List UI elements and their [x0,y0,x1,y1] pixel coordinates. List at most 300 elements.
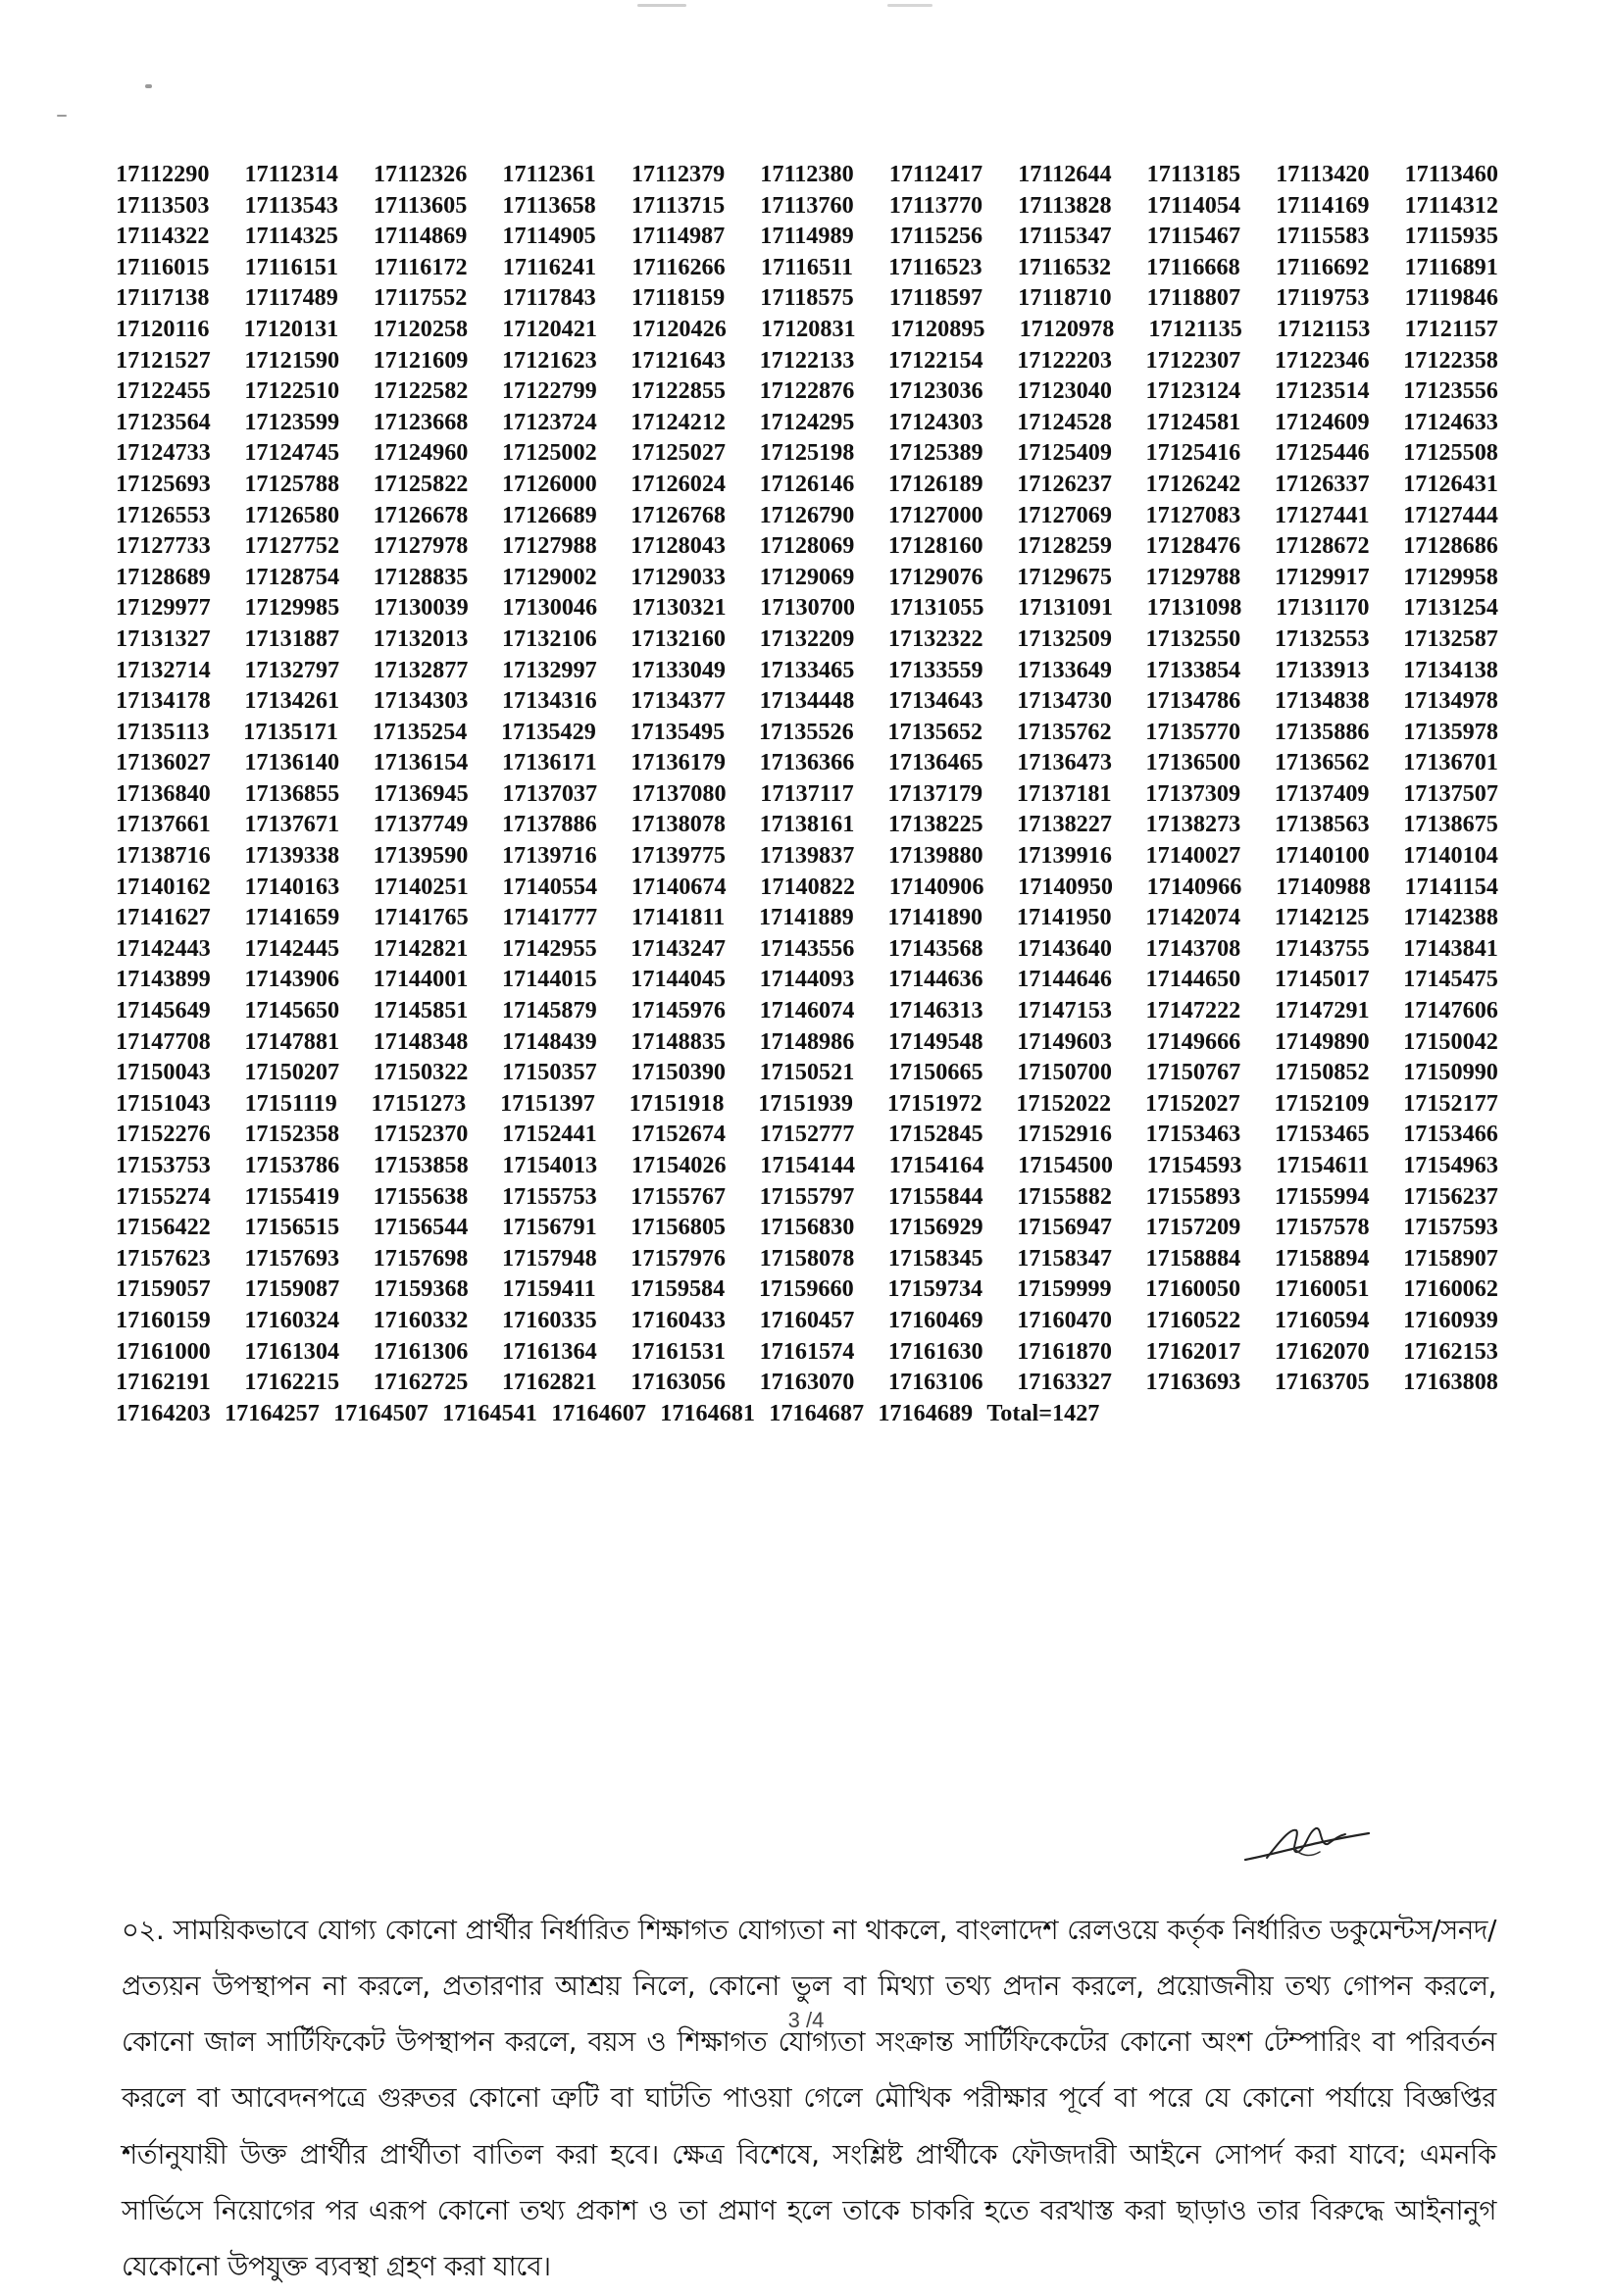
roll-number-row [116,778,1498,810]
roll-number: 17155882 [1017,1182,1112,1210]
roll-number: 17136473 [1017,749,1112,776]
roll-number: 17157593 [1403,1214,1498,1241]
roll-number-row [116,1305,1498,1336]
roll-number: 17156830 [759,1214,855,1241]
roll-number: 17160470 [1017,1306,1112,1333]
roll-number: 17157693 [244,1244,340,1272]
roll-number: 17137117 [760,779,854,807]
roll-number: 17113185 [1146,161,1241,187]
roll-number-row [116,1057,1498,1088]
roll-number: 17152441 [501,1121,597,1148]
scan-mark [145,84,152,88]
roll-number: 17144093 [759,966,855,993]
roll-number-row [116,933,1498,965]
roll-number: 17122203 [1017,346,1112,374]
roll-number: 17152109 [1274,1089,1370,1117]
roll-number: 17138225 [887,811,983,838]
roll-number: 17114905 [502,223,596,250]
roll-number: 17140988 [1276,873,1371,900]
roll-number: 17151397 [500,1089,595,1117]
roll-number: 17145475 [1403,966,1498,993]
roll-number: 17128160 [887,532,983,560]
roll-number: 17126768 [630,501,726,528]
roll-number: 17148348 [373,1027,469,1055]
roll-number: 17127752 [244,532,340,560]
roll-number-row [116,902,1498,933]
roll-number: 17120421 [502,315,597,342]
roll-number-row [116,1150,1498,1181]
roll-number: 17126553 [116,501,211,528]
roll-number: 17126237 [1017,470,1112,497]
roll-number: 17113543 [244,191,338,219]
roll-number: 17132997 [501,656,597,683]
roll-number: 17120258 [373,315,469,342]
roll-number: 17150700 [1017,1059,1112,1086]
roll-number: 17144646 [1017,966,1112,993]
roll-number: 17159368 [373,1275,469,1303]
roll-number: 17113503 [116,191,210,219]
roll-number: 17137661 [116,811,211,838]
roll-number: 17162070 [1274,1337,1370,1365]
roll-number: 17118575 [760,284,854,312]
roll-number: 17164607 [551,1399,646,1426]
roll-number: 17152027 [1144,1089,1240,1117]
roll-number: 17141950 [1016,904,1112,931]
roll-number: 17134377 [630,687,726,715]
roll-number: 17140822 [760,873,856,900]
roll-number: 17129977 [116,594,211,622]
roll-number: 17115467 [1146,223,1241,250]
roll-number: 17124581 [1145,408,1241,435]
roll-number: 17123040 [1017,377,1112,405]
roll-number: 17151273 [371,1089,467,1117]
roll-number: 17128689 [116,563,211,590]
roll-number: 17162153 [1403,1337,1498,1365]
roll-number: 17148439 [501,1027,597,1055]
roll-number: 17139880 [887,842,983,870]
roll-number-row [116,252,1498,283]
roll-number: 17124960 [373,439,469,467]
roll-number: 17140674 [630,873,727,900]
roll-number: 17122455 [116,377,211,405]
roll-number: 17154500 [1018,1152,1113,1178]
roll-number-row [116,282,1498,314]
roll-number: 17122358 [1403,346,1498,374]
roll-number-row [116,500,1498,531]
roll-number: 17129985 [244,594,340,622]
roll-number: 17116241 [502,253,597,280]
roll-number-row [116,221,1498,252]
roll-number: 17118597 [888,284,983,312]
roll-number: 17133649 [1017,656,1112,683]
roll-number: 17159584 [630,1275,726,1303]
roll-number: 17125508 [1403,439,1498,467]
roll-number: 17157948 [501,1244,597,1272]
roll-number: 17128686 [1403,532,1498,560]
roll-number: 17127083 [1145,501,1241,528]
roll-number: 17116151 [244,253,338,280]
roll-number: 17143755 [1274,934,1370,962]
roll-number: 17134786 [1145,687,1241,715]
roll-number: 17113770 [888,191,983,219]
roll-number: 17115935 [1404,223,1498,250]
roll-number: 17134730 [1017,687,1112,715]
roll-number: 17114322 [116,223,210,250]
roll-number: 17121135 [1148,315,1242,342]
roll-number: 17143640 [1017,934,1112,962]
roll-number-row [116,437,1498,469]
roll-number: 17161870 [1017,1337,1112,1365]
roll-number: 17136027 [116,749,211,776]
roll-number: 17156791 [501,1214,597,1241]
roll-number: 17140966 [1146,873,1242,900]
roll-number: 17112380 [760,161,854,187]
roll-number: 17119846 [1404,284,1498,312]
roll-number: 17138078 [630,811,726,838]
roll-number: 17137671 [244,811,340,838]
roll-number-row [116,159,1498,190]
roll-number: 17156422 [116,1214,211,1241]
roll-number: 17138563 [1274,811,1370,838]
roll-number: 17132106 [501,624,597,652]
roll-number: 17120426 [631,315,727,342]
roll-number: 17138675 [1403,811,1498,838]
roll-number: 17125822 [373,470,469,497]
roll-number: 17128043 [630,532,726,560]
roll-number-row [116,469,1498,500]
roll-number: 17154164 [888,1152,984,1178]
roll-number: 17150767 [1145,1059,1241,1086]
roll-number: 17163808 [1403,1369,1498,1396]
roll-number: 17113715 [630,191,726,219]
roll-number: 17133049 [630,656,726,683]
roll-number: 17128754 [244,563,340,590]
roll-number: 17139775 [630,842,726,870]
roll-number: 17150357 [501,1059,597,1086]
roll-number-row [116,685,1498,717]
roll-number: 17134838 [1274,687,1370,715]
roll-number: 17150852 [1274,1059,1370,1086]
scan-mark [887,4,932,7]
roll-number: 17115583 [1276,223,1370,250]
roll-number: 17122510 [244,377,340,405]
roll-number: 17138273 [1145,811,1241,838]
roll-number: 17158907 [1403,1244,1498,1272]
roll-number: 17136562 [1274,749,1370,776]
roll-number: 17115347 [1018,223,1112,250]
roll-number: 17142821 [373,934,469,962]
roll-number: 17125446 [1274,439,1370,467]
roll-number: 17142125 [1274,904,1370,931]
roll-number: 17132509 [1017,624,1112,652]
roll-number: 17115256 [888,223,983,250]
roll-number: 17149666 [1145,1027,1241,1055]
roll-number: 17134448 [759,687,855,715]
roll-number: 17155767 [630,1182,726,1210]
roll-number: 17163056 [630,1369,726,1396]
roll-number-row [116,717,1498,748]
roll-number: 17138716 [116,842,211,870]
roll-number: 17133913 [1274,656,1370,683]
roll-number: 17142388 [1403,904,1498,931]
roll-number: 17154963 [1403,1152,1498,1178]
roll-number-row [116,1398,1498,1429]
roll-number: 17140104 [1403,842,1498,870]
roll-number: 17126431 [1403,470,1498,497]
roll-number: 17154144 [760,1152,856,1178]
roll-number: 17149890 [1274,1027,1370,1055]
roll-number: 17112417 [888,161,983,187]
roll-number-row [116,375,1498,407]
roll-number: 17113605 [373,191,468,219]
roll-number-row [116,655,1498,686]
roll-number: 17156947 [1017,1214,1112,1241]
roll-number: 17154026 [630,1152,727,1178]
roll-number: 17158078 [759,1244,855,1272]
roll-number: 17162821 [501,1369,597,1396]
roll-number-row [116,1273,1498,1305]
roll-number-row [116,1026,1498,1058]
roll-number: 17112314 [244,161,338,187]
roll-number: 17133559 [887,656,983,683]
roll-number: 17131327 [116,624,211,652]
roll-number: 17126189 [887,470,983,497]
roll-number: 17136855 [244,779,340,807]
roll-number: 17123124 [1145,377,1241,405]
roll-number: 17132013 [373,624,469,652]
roll-number: 17158894 [1274,1244,1370,1272]
roll-number: 17164541 [442,1399,537,1426]
roll-number-row [116,624,1498,655]
roll-number-row [116,872,1498,903]
roll-number: 17119753 [1276,284,1370,312]
roll-number: 17136179 [630,749,726,776]
roll-number: 17150207 [244,1059,340,1086]
roll-number: 17140251 [373,873,469,900]
roll-number: 17124745 [244,439,340,467]
roll-number: 17132877 [373,656,469,683]
roll-number: 17137749 [373,811,469,838]
roll-number: 17145879 [501,997,597,1024]
roll-number: 17158347 [1017,1244,1112,1272]
roll-number: 17114869 [373,223,468,250]
roll-number: 17155994 [1274,1182,1370,1210]
roll-number: 17137037 [502,779,598,807]
roll-number: 17127000 [887,501,983,528]
roll-number-row [116,747,1498,778]
roll-number: 17134138 [1403,656,1498,683]
roll-number: 17156929 [887,1214,983,1241]
roll-number: 17139716 [501,842,597,870]
roll-number-row [116,407,1498,438]
roll-number: 17125027 [630,439,726,467]
roll-number: 17113760 [760,191,854,219]
roll-number: 17146074 [759,997,855,1024]
roll-number: 17155753 [501,1182,597,1210]
roll-number: 17137309 [1145,779,1241,807]
roll-number: 17131254 [1403,594,1498,622]
roll-number: 17143708 [1145,934,1241,962]
roll-number-row [116,530,1498,562]
roll-number: 17152674 [630,1121,726,1148]
roll-number: 17129076 [887,563,983,590]
roll-number: 17116532 [1017,253,1112,280]
roll-number: 17135762 [1016,718,1112,745]
roll-number: 17144650 [1145,966,1241,993]
roll-number: 17160324 [244,1306,340,1333]
roll-number: 17127733 [116,532,211,560]
roll-number: 17150322 [373,1059,469,1086]
roll-number: 17120895 [889,315,985,342]
roll-number: 17133465 [759,656,855,683]
roll-number: 17129069 [759,563,855,590]
roll-number: 17132797 [244,656,340,683]
roll-number: 17127069 [1017,501,1112,528]
roll-number: 17137409 [1274,779,1370,807]
roll-number: 17123564 [116,408,211,435]
roll-number: 17156237 [1403,1182,1498,1210]
roll-number-row [116,190,1498,222]
roll-number: 17125416 [1145,439,1241,467]
roll-number: 17135652 [887,718,983,745]
roll-number: 17118710 [1018,284,1112,312]
roll-number: 17161630 [887,1337,983,1365]
roll-number: 17112379 [630,161,726,187]
roll-number: 17127978 [373,532,469,560]
roll-number: 17162215 [244,1369,340,1396]
roll-number: 17151043 [116,1089,211,1117]
roll-number: 17153753 [116,1152,211,1178]
roll-number: 17152177 [1403,1089,1498,1117]
roll-number: 17143568 [887,934,983,962]
roll-number: 17142955 [501,934,597,962]
roll-number: 17122154 [887,346,983,374]
roll-number: 17154013 [502,1152,598,1178]
roll-number: 17151119 [244,1089,337,1117]
roll-number: 17152777 [759,1121,855,1148]
roll-number-row [116,809,1498,840]
roll-number: 17129917 [1274,563,1370,590]
roll-number-row [116,1119,1498,1150]
roll-number: 17159999 [1016,1275,1112,1303]
roll-number: 17137181 [1016,779,1112,807]
roll-number: 17140554 [502,873,598,900]
roll-number: 17142074 [1145,904,1241,931]
roll-number: 17125788 [244,470,340,497]
roll-number: 17135171 [243,718,338,745]
roll-number: 17124609 [1274,408,1370,435]
roll-number-row [116,1243,1498,1274]
roll-number: 17148835 [630,1027,726,1055]
roll-number: 17155844 [887,1182,983,1210]
scan-mark [57,115,67,117]
roll-number: 17141811 [630,904,726,931]
roll-number: 17137886 [501,811,597,838]
roll-number: 17113420 [1276,161,1370,187]
roll-number: 17126000 [501,470,597,497]
roll-number: 17135770 [1145,718,1241,745]
roll-number: 17129033 [630,563,726,590]
roll-number: 17136154 [373,749,469,776]
roll-number: 17127444 [1403,501,1498,528]
roll-number: 17136945 [373,779,469,807]
roll-number: 17127988 [501,532,597,560]
roll-number: 17120131 [243,315,339,342]
roll-number: 17134261 [244,687,340,715]
signature-mark [1237,1819,1375,1873]
roll-number: 17125693 [116,470,211,497]
roll-number: 17151918 [629,1089,725,1117]
roll-number: 17122346 [1274,346,1370,374]
roll-number: 17117552 [373,284,468,312]
roll-number: 17136171 [501,749,597,776]
roll-number: 17138161 [759,811,855,838]
roll-number: 17126242 [1145,470,1241,497]
roll-number: 17130321 [630,594,727,622]
roll-number: 17114054 [1146,191,1241,219]
roll-number: 17160062 [1403,1275,1498,1303]
roll-number: 17139837 [759,842,855,870]
roll-number: 17143247 [630,934,726,962]
roll-number: 17135526 [758,718,854,745]
roll-number: 17141659 [244,904,340,931]
roll-number: 17131170 [1276,594,1370,622]
roll-number: 17159057 [116,1275,211,1303]
roll-number: 17159734 [887,1275,983,1303]
roll-number: 17150521 [759,1059,855,1086]
roll-number: 17149603 [1017,1027,1112,1055]
roll-number: 17138227 [1017,811,1112,838]
roll-number: 17164681 [660,1399,755,1426]
roll-number: 17114312 [1404,191,1498,219]
roll-number: 17136500 [1145,749,1241,776]
roll-number-row [116,995,1498,1026]
roll-number: 17114989 [760,223,854,250]
roll-number: 17143841 [1403,934,1498,962]
roll-number: 17125002 [501,439,597,467]
roll-number: 17126790 [759,501,855,528]
roll-number: 17142443 [116,934,211,962]
roll-number-row [116,1367,1498,1398]
roll-number: 17131091 [1018,594,1113,622]
roll-number: 17153858 [373,1152,469,1178]
roll-number: 17157623 [116,1244,211,1272]
roll-number: 17123036 [887,377,983,405]
roll-number: 17136701 [1403,749,1498,776]
roll-number: 17162017 [1145,1337,1241,1365]
roll-number: 17154611 [1276,1152,1370,1178]
roll-number: 17129788 [1145,563,1241,590]
roll-number: 17117138 [116,284,210,312]
roll-number: 17141890 [887,904,983,931]
roll-number: 17147153 [1017,997,1112,1024]
roll-number-row [116,562,1498,593]
roll-number: 17129675 [1017,563,1112,590]
roll-number: 17160457 [759,1306,855,1333]
roll-number: 17114325 [244,223,338,250]
roll-number: 17127441 [1274,501,1370,528]
roll-number: 17150043 [116,1059,211,1086]
roll-number: 17128259 [1017,532,1112,560]
roll-number: 17160522 [1145,1306,1241,1333]
roll-number: 17152916 [1017,1121,1112,1148]
roll-number: 17159660 [758,1275,854,1303]
roll-number: 17158884 [1145,1244,1241,1272]
roll-number: 17160939 [1403,1306,1498,1333]
roll-number: 17132160 [630,624,726,652]
roll-number: 17114169 [1276,191,1370,219]
roll-number: 17125198 [759,439,855,467]
